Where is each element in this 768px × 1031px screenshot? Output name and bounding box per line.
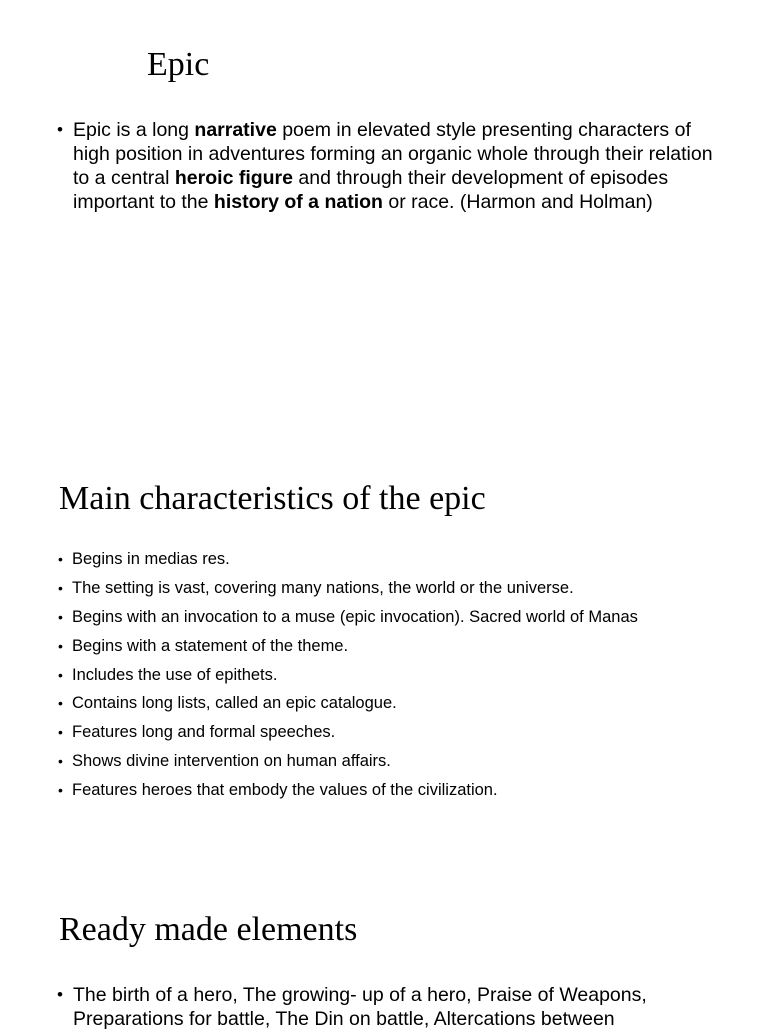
bullet-text: Begins with an invocation to a muse (epic invocation). Sacred world of Manas bbox=[72, 607, 638, 626]
bullet-text: Epic is a long bbox=[73, 119, 195, 141]
bullet-text: Features long and formal speeches. bbox=[72, 723, 336, 742]
slide-title: Epic bbox=[147, 46, 210, 83]
bullet-list bbox=[72, 549, 742, 809]
bullet-text: Begins in medias res. bbox=[72, 550, 230, 568]
bullet-item bbox=[72, 578, 742, 598]
slide-title: Main characteristics of the epic bbox=[59, 480, 486, 517]
slide-epic bbox=[0, 0, 768, 300]
slide-ready-made-elements bbox=[0, 890, 768, 1030]
bullet-item bbox=[72, 780, 742, 800]
bullet-text: The birth of a hero, The growing- up of a hero, Praise of Weapons, Preparations for battle, The Din on battle, Altercations between bbox=[73, 984, 647, 1030]
bullet-item bbox=[72, 751, 742, 771]
bullet-item bbox=[72, 693, 742, 713]
bullet-item bbox=[73, 118, 723, 214]
bullet-text: Includes the use of epithets. bbox=[72, 665, 278, 684]
bullet-text: Contains long lists, called an epic catalogue. bbox=[72, 694, 397, 713]
bullet-text: Begins with a statement of the theme. bbox=[72, 636, 349, 655]
bullet-text: Features heroes that embody the values of the civilization. bbox=[72, 781, 498, 800]
bullet-text: or race. (Harmon and Holman) bbox=[382, 191, 653, 213]
bold-text: narrative bbox=[194, 119, 277, 141]
slide-title: Ready made elements bbox=[59, 911, 358, 948]
bullet-item bbox=[72, 549, 742, 569]
slide-main-characteristics bbox=[0, 460, 768, 820]
bullet-list bbox=[73, 118, 723, 214]
bullet-item bbox=[72, 636, 742, 656]
bullet-item bbox=[72, 607, 742, 627]
bullet-item bbox=[72, 722, 742, 742]
bullet-text: poem in elevated style presenting characters of high position in adventures forming an organic whole through their relation to a central bbox=[73, 119, 713, 189]
bullet-text: and through their development of episodes important to the bbox=[73, 167, 669, 213]
bullet-item bbox=[72, 665, 742, 685]
bullet-text: The setting is vast, covering many nations, the world or the universe. bbox=[72, 578, 574, 597]
bullet-text: Shows divine intervention on human affairs. bbox=[72, 752, 391, 771]
bold-text: history of a nation bbox=[213, 191, 383, 213]
bold-text: heroic figure bbox=[174, 167, 293, 189]
